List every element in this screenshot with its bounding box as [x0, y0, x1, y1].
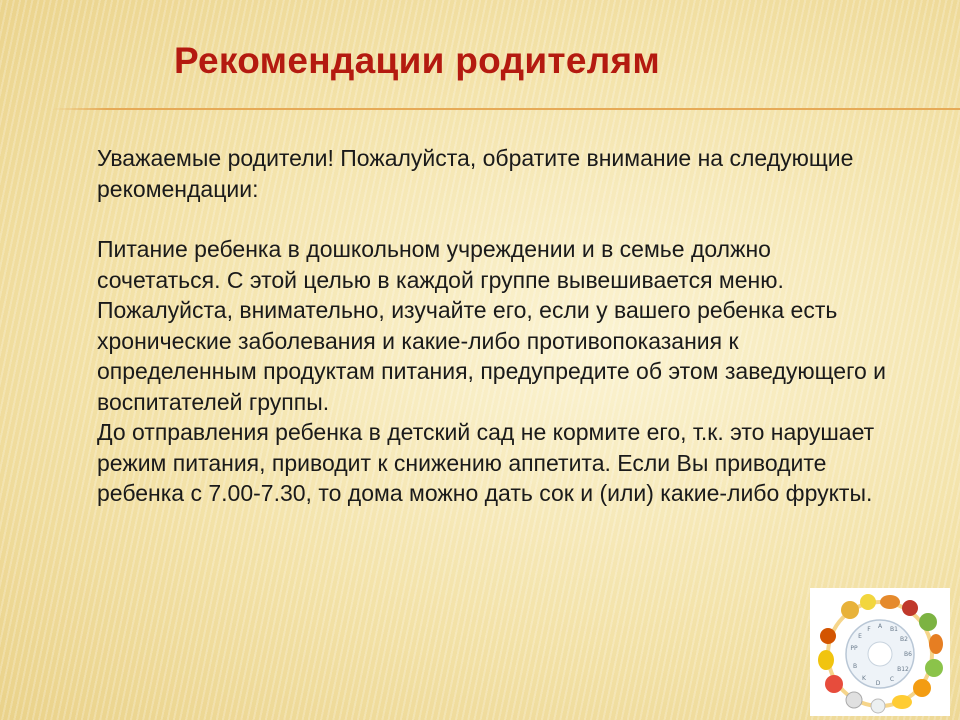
pepper-icon: [925, 659, 943, 677]
slide-title: Рекомендации родителям: [174, 40, 661, 81]
cheese-icon: [860, 594, 876, 610]
cabbage-icon: [919, 613, 937, 631]
vitamin-label: B2: [900, 636, 908, 643]
orange-icon: [913, 679, 931, 697]
lemon-icon: [841, 601, 859, 619]
apple-icon: [820, 628, 836, 644]
vitamin-label: B: [852, 663, 858, 670]
banana-icon: [818, 650, 834, 670]
vitamin-label: F: [867, 626, 871, 633]
greeting-text: Уважаемые родители! Пожалуйста, обратите внимание на следующие рекомендации:: [97, 145, 854, 202]
tomato-icon: [825, 675, 843, 693]
corn-icon: [892, 695, 912, 709]
vitamin-label: B1: [890, 626, 898, 633]
vitamins-food-wheel-icon: [810, 588, 950, 716]
vitamin-label: C: [889, 676, 895, 683]
vitamin-label: A: [877, 623, 883, 630]
bread-icon: [880, 595, 900, 609]
paragraph-breakfast: До отправления ребенка в детский сад не кормите его, т.к. это нарушает режим питания, приводит к снижению аппетита. Если Вы приводите ребенка с 7.00-7.30, то дома можно дать сок и (или) какие-либо фрукты.: [97, 419, 875, 506]
milk-icon: [871, 699, 885, 713]
vitamin-label: B12: [897, 666, 909, 673]
vitamin-label: K: [862, 675, 866, 682]
vitamin-label: D: [875, 680, 881, 687]
paragraph-nutrition: Питание ребенка в дошкольном учреждении и в семье должно сочетаться. С этой целью в каждой группе вывешивается меню. Пожалуйста, внимательно, изучайте его, если у вашего ребенка есть хронические заболевания и какие-либо противопоказания к определенным продуктам питания, предупредите об этом заведующего и воспитателей группы.: [97, 236, 887, 415]
vitamin-label: E: [858, 633, 862, 640]
vitamin-label: PP: [850, 645, 858, 652]
vitamin-label: B6: [904, 651, 912, 658]
egg-icon: [846, 692, 862, 708]
meat-icon: [902, 600, 918, 616]
carrot-icon: [929, 634, 943, 654]
slide-body: [97, 143, 897, 509]
vitamins-food-wheel-svg: [810, 588, 950, 716]
title-divider: [52, 108, 960, 110]
